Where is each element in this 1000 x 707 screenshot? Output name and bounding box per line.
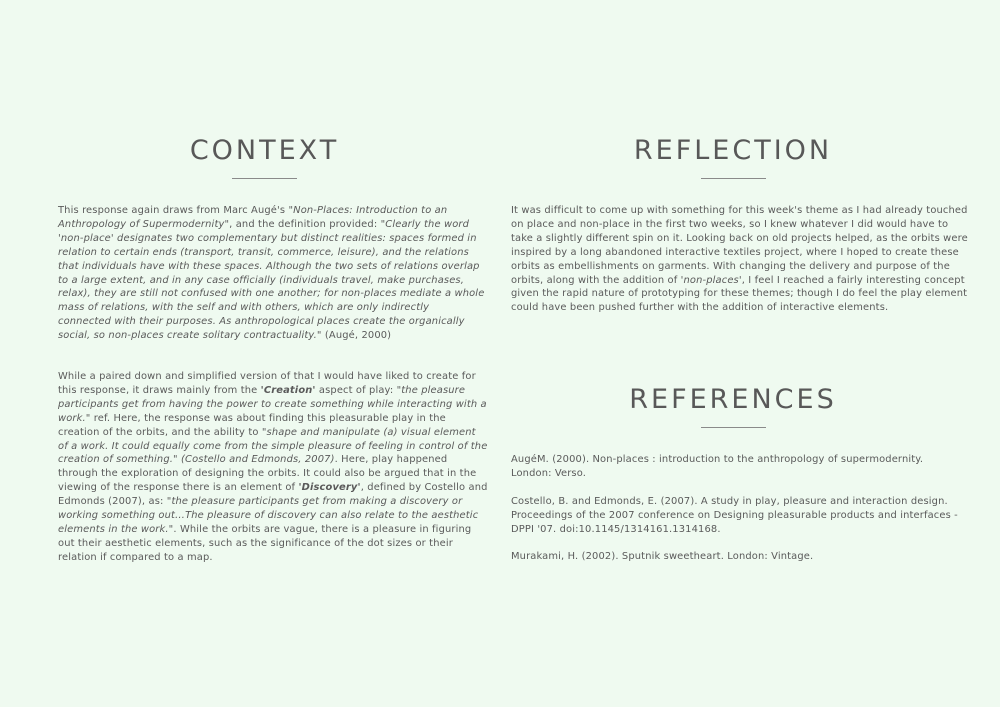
- text-run: "Non-Places: Introduction to an Anthropology of Supermodernity": [58, 205, 448, 230]
- text-run: This response again draws from Marc Augé's: [58, 205, 289, 216]
- context-paragraph-1: [58, 204, 485, 343]
- reference-item: Costello, B. and Edmonds, E. (2007). A study in play, pleasure and interaction design. Proceedings of the 2007 conference on Designing pleasurable products and interfaces - DPPI '07. doi:10.1145/1314161.1314168.: [511, 496, 958, 535]
- text-run: While a paired down and simplified version of that I would have liked to create for this response, it draws mainly from the: [58, 371, 476, 396]
- references-divider: [701, 427, 766, 428]
- reflection-divider: [701, 178, 766, 179]
- text-run: "the pleasure participants get from making a discovery or working something out…The pleasure of discovery can also relate to the aesthetic elements in the work.": [58, 496, 479, 535]
- reflection-heading: REFLECTION: [633, 135, 833, 166]
- text-run: , and the definition provided:: [229, 218, 381, 230]
- text-run: . While the orbits are vague, there is a pleasure in figuring out their aesthetic elements, such as the significance of the dot sizes or their relation if compared to a map.: [58, 523, 472, 563]
- text-run: . Here, play happened through the exploration of designing the orbits. It could also be argued that in the viewing of the response there is an element of: [58, 454, 477, 494]
- text-run: 'Creation': [260, 384, 316, 396]
- context-paragraph-2: [58, 370, 488, 565]
- reference-item: Murakami, H. (2002). Sputnik sweetheart. London: Vintage.: [511, 551, 814, 562]
- context-divider: [232, 178, 297, 179]
- context-heading: CONTEXT: [189, 135, 340, 166]
- text-run: ref. Here, the response was about finding this pleasurable play in the creation of the orbits, and the ability to: [58, 412, 446, 438]
- text-run: 'non-places': [680, 274, 742, 286]
- text-run: It was difficult to come up with something for this week's theme as I had already touched on place and non-place in the first two weeks, so I knew whatever I did would have to take a slightly different spin on it. Looking back on old projects helped, as the orbits were inspired by a long abandoned interactive textiles project, where I hoped to create these orbits as embellishments on garments. With changing the delivery and purpose of the orbits, along with the addition of: [511, 205, 968, 286]
- text-run: "shape and manipulate (a) visual element of a work. It could equally come from the simple pleasure of feeling in control of the creation of something." (Costello and Edmonds, 2007): [58, 426, 488, 466]
- text-run: 'Discovery': [298, 482, 361, 494]
- text-run: , I feel I reached a fairly interesting concept given the rapid nature of prototyping for these themes; though I do feel the play element could have been pushed further with the addition of interactive elements.: [511, 274, 968, 314]
- text-run: aspect of play:: [315, 384, 397, 396]
- text-run: , defined by Costello and Edmonds (2007), as:: [58, 482, 488, 508]
- text-run: "the pleasure participants get from having the power to create something while interacting with a work.": [58, 384, 487, 424]
- reflection-paragraph: [511, 204, 971, 315]
- text-run: (Augé, 2000): [321, 330, 392, 342]
- text-run: "Clearly the word 'non-place' designates two complementary but distinct realities: spaces formed in relation to certain ends (transport, transit, commerce, leisure), and the relations that individuals have with these spaces. Although the two sets of relations overlap to a large extent, and in any case officially (individuals travel, make purchases, relax), they are still not confused with one another; for non-places mediate a whole mass of relations, with the self and with others, which are only indirectly connected with their purposes. As anthropological places create the organically social, so non-places create solitary contractuality.": [58, 218, 485, 342]
- reference-item: AugéM. (2000). Non-places : introduction to the anthropology of supermodernity. London: Verso.: [511, 454, 924, 479]
- references-heading: REFERENCES: [629, 384, 837, 415]
